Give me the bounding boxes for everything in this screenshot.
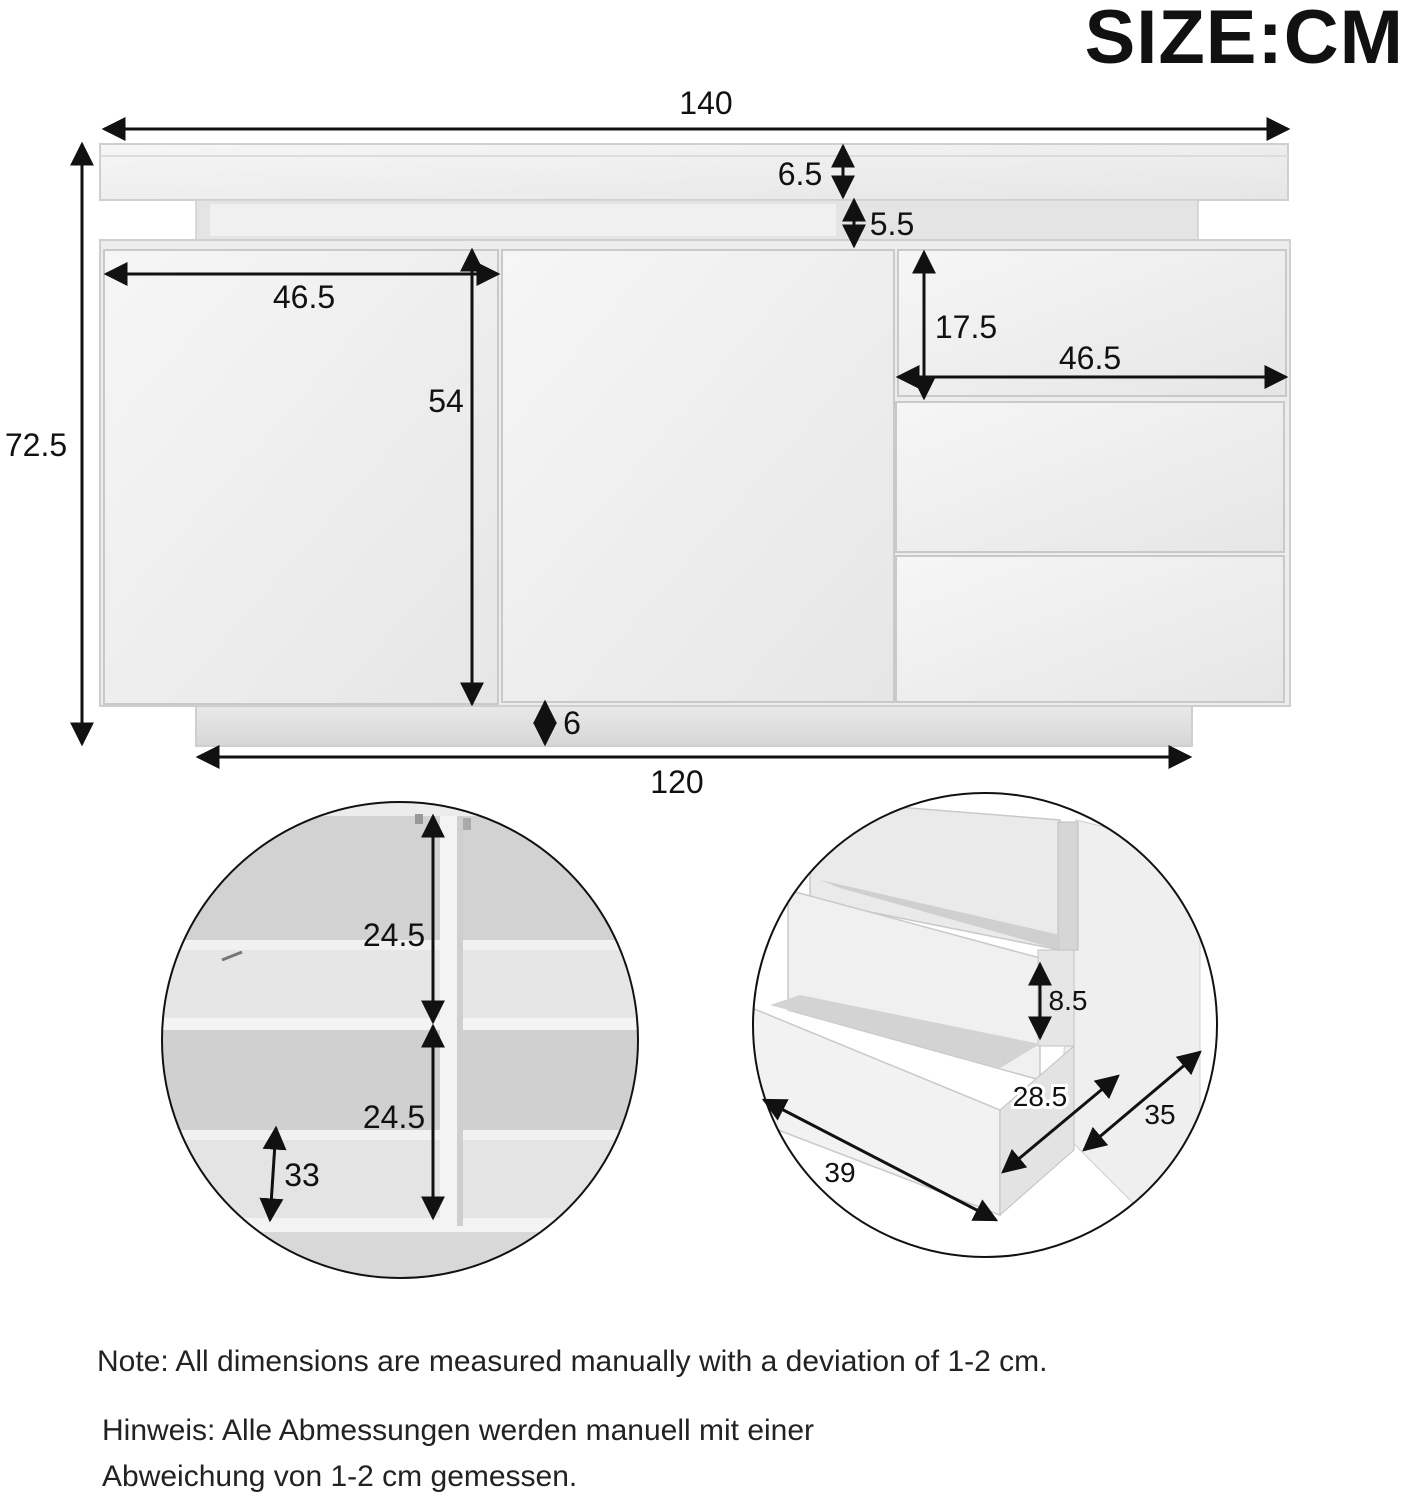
note-german-line-2: Abweichung von 1-2 cm gemessen. [102, 1460, 578, 1493]
label-door-width: 46.5 [272, 279, 336, 315]
label-top-thickness: 6.5 [777, 156, 823, 192]
plinth [196, 706, 1192, 746]
label-door-height: 54 [428, 383, 464, 419]
drawer-detail-circle [740, 790, 1240, 1270]
note-german-line-1: Hinweis: Alle Abmessungen werden manuell mit einer [102, 1414, 815, 1447]
label-drawer-width: 46.5 [1058, 340, 1122, 376]
label-base-width: 120 [650, 764, 704, 800]
label-overall-width: 140 [679, 85, 733, 121]
label-shelf-depth: 33 [284, 1157, 320, 1193]
label-drawer-height: 17.5 [934, 309, 998, 345]
label-shelf-height-lower: 24.5 [362, 1099, 426, 1135]
size-unit-title: SIZE:CM [1084, 0, 1404, 80]
label-drawer-inner-height: 8.5 [1048, 985, 1088, 1016]
label-plinth-height: 6 [563, 705, 581, 741]
shelf-detail-circle [150, 790, 650, 1292]
left-door [104, 250, 498, 704]
note-english: Note: All dimensions are measured manually with a deviation of 1-2 cm. [97, 1345, 1048, 1378]
label-light-gap: 5.5 [869, 206, 915, 242]
bottom-drawer [896, 556, 1284, 702]
middle-drawer [896, 402, 1284, 552]
label-shelf-height-upper: 24.5 [362, 917, 426, 953]
top-slab [100, 144, 1288, 200]
label-overall-height: 72.5 [4, 427, 68, 463]
middle-door [502, 250, 894, 702]
label-drawer-front-width: 39 [824, 1157, 856, 1188]
label-drawer-inner-depth: 28.5 [1012, 1081, 1068, 1112]
sideboard-front-view [100, 144, 1290, 746]
label-cabinet-depth: 35 [1144, 1099, 1176, 1130]
